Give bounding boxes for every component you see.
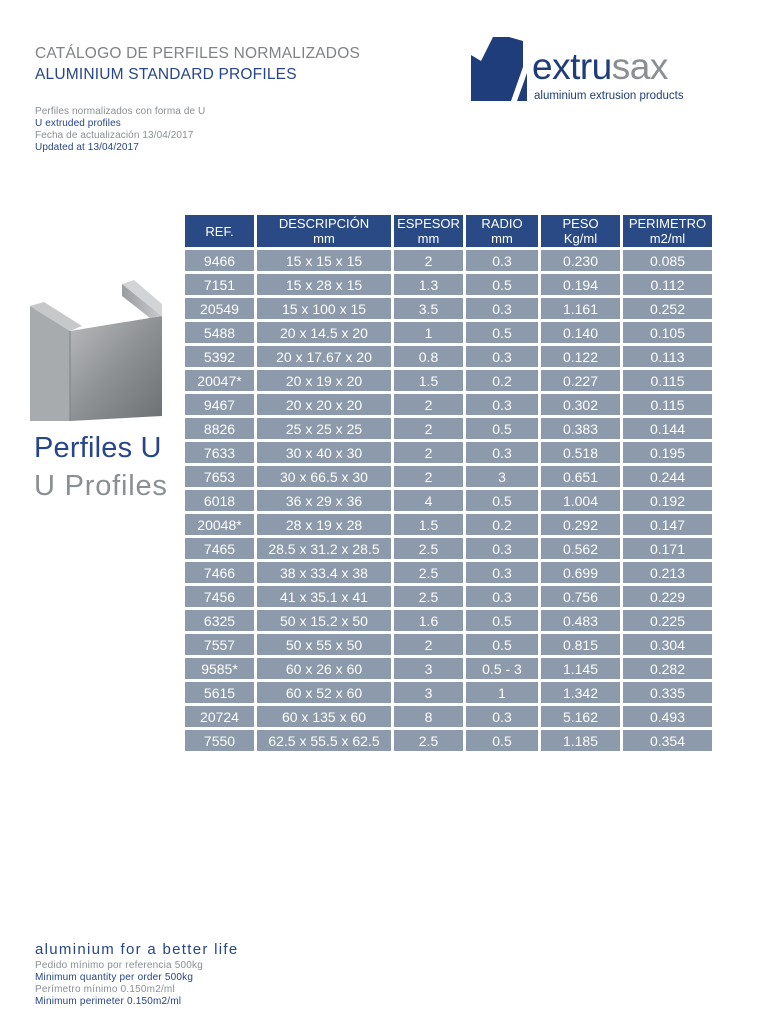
cell-description: 38 x 33.4 x 38 — [257, 562, 391, 583]
cell-description: 25 x 25 x 25 — [257, 418, 391, 439]
cell-thickness: 8 — [394, 706, 463, 727]
table-row — [185, 634, 712, 655]
cell-thickness: 2.5 — [394, 538, 463, 559]
table-row — [185, 250, 712, 271]
cell-thickness: 2 — [394, 418, 463, 439]
col-header-thickness: ESPESOR mm — [394, 215, 463, 247]
cell-description: 30 x 40 x 30 — [257, 442, 391, 463]
cell-perimeter: 0.115 — [623, 394, 712, 415]
cell-ref: 9466 — [185, 250, 254, 271]
cell-radius: 0.3 — [466, 298, 538, 319]
cell-weight: 0.651 — [541, 466, 620, 487]
cell-ref: 7151 — [185, 274, 254, 295]
cell-description: 28.5 x 31.2 x 28.5 — [257, 538, 391, 559]
cell-description: 15 x 28 x 15 — [257, 274, 391, 295]
table-row — [185, 730, 712, 751]
logo-word-part1: extru — [532, 46, 612, 87]
cell-weight: 1.342 — [541, 682, 620, 703]
cell-description: 28 x 19 x 28 — [257, 514, 391, 535]
cell-radius: 0.5 — [466, 274, 538, 295]
table-row — [185, 466, 712, 487]
cell-ref: 5488 — [185, 322, 254, 343]
cell-radius: 0.3 — [466, 586, 538, 607]
table-row — [185, 322, 712, 343]
cell-radius: 0.2 — [466, 370, 538, 391]
cell-weight: 0.292 — [541, 514, 620, 535]
cell-radius: 0.3 — [466, 250, 538, 271]
col-header-perimeter: PERIMETRO m2/ml — [623, 215, 712, 247]
cell-ref: 20724 — [185, 706, 254, 727]
cell-thickness: 2 — [394, 442, 463, 463]
cell-perimeter: 0.115 — [623, 370, 712, 391]
meta-date-es: Fecha de actualización 13/04/2017 — [35, 130, 194, 141]
cell-weight: 0.122 — [541, 346, 620, 367]
cell-perimeter: 0.335 — [623, 682, 712, 703]
cell-weight: 5.162 — [541, 706, 620, 727]
table-row — [185, 298, 712, 319]
cell-ref: 5392 — [185, 346, 254, 367]
min-order-es: Pedido mínimo por referencia 500kg — [35, 960, 204, 971]
cell-weight: 0.302 — [541, 394, 620, 415]
cell-thickness: 2.5 — [394, 730, 463, 751]
table-row — [185, 658, 712, 679]
min-perimeter-es: Perímetro mínimo 0.150m2/ml — [35, 984, 175, 995]
cell-perimeter: 0.493 — [623, 706, 712, 727]
cell-ref: 20047* — [185, 370, 254, 391]
cell-perimeter: 0.192 — [623, 490, 712, 511]
cell-weight: 0.194 — [541, 274, 620, 295]
table-row — [185, 346, 712, 367]
extrusax-logo-icon — [471, 37, 527, 101]
cell-thickness: 2.5 — [394, 586, 463, 607]
cell-radius: 1 — [466, 682, 538, 703]
cell-thickness: 2 — [394, 250, 463, 271]
cell-ref: 5615 — [185, 682, 254, 703]
cell-weight: 0.383 — [541, 418, 620, 439]
logo-wordmark — [532, 48, 668, 85]
cell-perimeter: 0.105 — [623, 322, 712, 343]
cell-description: 50 x 55 x 50 — [257, 634, 391, 655]
min-perimeter-en: Minimum perimeter 0.150m2/ml — [35, 996, 182, 1007]
cell-radius: 0.5 — [466, 322, 538, 343]
cell-description: 60 x 135 x 60 — [257, 706, 391, 727]
col-header-description: DESCRIPCIÓN mm — [257, 215, 391, 247]
table-row — [185, 370, 712, 391]
cell-perimeter: 0.229 — [623, 586, 712, 607]
cell-thickness: 2 — [394, 466, 463, 487]
cell-ref: 7653 — [185, 466, 254, 487]
cell-perimeter: 0.304 — [623, 634, 712, 655]
cell-weight: 0.699 — [541, 562, 620, 583]
cell-perimeter: 0.252 — [623, 298, 712, 319]
cell-description: 62.5 x 55.5 x 62.5 — [257, 730, 391, 751]
cell-ref: 20549 — [185, 298, 254, 319]
col-header-weight: PESO Kg/ml — [541, 215, 620, 247]
catalog-title-es: CATÁLOGO DE PERFILES NORMALIZADOS — [35, 45, 360, 62]
cell-thickness: 1.5 — [394, 370, 463, 391]
cell-weight: 1.004 — [541, 490, 620, 511]
cell-radius: 3 — [466, 466, 538, 487]
section-title-en: U Profiles — [34, 470, 168, 502]
cell-perimeter: 0.147 — [623, 514, 712, 535]
table-row — [185, 274, 712, 295]
cell-perimeter: 0.195 — [623, 442, 712, 463]
cell-radius: 0.5 - 3 — [466, 658, 538, 679]
table-row — [185, 706, 712, 727]
cell-ref: 20048* — [185, 514, 254, 535]
slogan: aluminium for a better life — [35, 941, 239, 958]
cell-weight: 1.145 — [541, 658, 620, 679]
table-row — [185, 562, 712, 583]
table-row — [185, 610, 712, 631]
cell-ref: 7557 — [185, 634, 254, 655]
cell-thickness: 2 — [394, 634, 463, 655]
cell-perimeter: 0.282 — [623, 658, 712, 679]
u-profile-photo — [30, 276, 175, 421]
cell-radius: 0.5 — [466, 634, 538, 655]
cell-radius: 0.3 — [466, 346, 538, 367]
cell-weight: 0.815 — [541, 634, 620, 655]
cell-radius: 0.2 — [466, 514, 538, 535]
cell-thickness: 1.3 — [394, 274, 463, 295]
cell-description: 36 x 29 x 36 — [257, 490, 391, 511]
cell-weight: 0.230 — [541, 250, 620, 271]
cell-perimeter: 0.213 — [623, 562, 712, 583]
cell-radius: 0.3 — [466, 394, 538, 415]
table-row — [185, 586, 712, 607]
cell-thickness: 2.5 — [394, 562, 463, 583]
cell-ref: 7550 — [185, 730, 254, 751]
cell-perimeter: 0.085 — [623, 250, 712, 271]
cell-thickness: 0.8 — [394, 346, 463, 367]
cell-ref: 9467 — [185, 394, 254, 415]
table-header-row — [185, 215, 712, 247]
cell-weight: 0.483 — [541, 610, 620, 631]
cell-description: 20 x 17.67 x 20 — [257, 346, 391, 367]
cell-description: 60 x 26 x 60 — [257, 658, 391, 679]
cell-description: 15 x 100 x 15 — [257, 298, 391, 319]
cell-ref: 7466 — [185, 562, 254, 583]
cell-description: 20 x 14.5 x 20 — [257, 322, 391, 343]
cell-ref: 6018 — [185, 490, 254, 511]
cell-ref: 7465 — [185, 538, 254, 559]
cell-thickness: 3.5 — [394, 298, 463, 319]
cell-thickness: 4 — [394, 490, 463, 511]
cell-perimeter: 0.144 — [623, 418, 712, 439]
cell-description: 30 x 66.5 x 30 — [257, 466, 391, 487]
table-row — [185, 418, 712, 439]
cell-thickness: 1 — [394, 322, 463, 343]
meta-date-en: Updated at 13/04/2017 — [35, 142, 139, 153]
section-title-es: Perfiles U — [34, 432, 162, 464]
cell-radius: 0.5 — [466, 490, 538, 511]
cell-perimeter: 0.244 — [623, 466, 712, 487]
cell-radius: 0.3 — [466, 562, 538, 583]
cell-weight: 0.227 — [541, 370, 620, 391]
cell-ref: 9585* — [185, 658, 254, 679]
cell-perimeter: 0.171 — [623, 538, 712, 559]
meta-description-es: Perfiles normalizados con forma de U — [35, 106, 206, 117]
cell-radius: 0.5 — [466, 610, 538, 631]
min-order-en: Minimum quantity per order 500kg — [35, 972, 194, 983]
col-header-ref: REF. — [185, 215, 254, 247]
cell-radius: 0.5 — [466, 418, 538, 439]
cell-radius: 0.5 — [466, 730, 538, 751]
cell-thickness: 3 — [394, 658, 463, 679]
table-row — [185, 682, 712, 703]
cell-ref: 8826 — [185, 418, 254, 439]
catalog-title-en: ALUMINIUM STANDARD PROFILES — [35, 66, 297, 83]
cell-ref: 6325 — [185, 610, 254, 631]
cell-perimeter: 0.225 — [623, 610, 712, 631]
cell-description: 60 x 52 x 60 — [257, 682, 391, 703]
cell-radius: 0.3 — [466, 442, 538, 463]
cell-description: 50 x 15.2 x 50 — [257, 610, 391, 631]
u-profiles-table — [182, 212, 715, 754]
cell-radius: 0.3 — [466, 706, 538, 727]
table-row — [185, 394, 712, 415]
cell-perimeter: 0.354 — [623, 730, 712, 751]
cell-description: 20 x 20 x 20 — [257, 394, 391, 415]
table-row — [185, 442, 712, 463]
logo-tagline: aluminium extrusion products — [534, 90, 684, 102]
cell-description: 15 x 15 x 15 — [257, 250, 391, 271]
cell-weight: 0.562 — [541, 538, 620, 559]
cell-weight: 0.756 — [541, 586, 620, 607]
logo-word-part2: sax — [611, 46, 668, 87]
cell-perimeter: 0.112 — [623, 274, 712, 295]
cell-thickness: 1.5 — [394, 514, 463, 535]
cell-ref: 7633 — [185, 442, 254, 463]
cell-thickness: 2 — [394, 394, 463, 415]
cell-thickness: 1.6 — [394, 610, 463, 631]
cell-ref: 7456 — [185, 586, 254, 607]
cell-weight: 1.161 — [541, 298, 620, 319]
cell-description: 20 x 19 x 20 — [257, 370, 391, 391]
col-header-radius: RADIO mm — [466, 215, 538, 247]
cell-weight: 1.185 — [541, 730, 620, 751]
meta-description-en: U extruded profiles — [35, 118, 121, 129]
cell-weight: 0.518 — [541, 442, 620, 463]
cell-description: 41 x 35.1 x 41 — [257, 586, 391, 607]
table-row — [185, 490, 712, 511]
table-row — [185, 514, 712, 535]
table-row — [185, 538, 712, 559]
cell-weight: 0.140 — [541, 322, 620, 343]
cell-radius: 0.3 — [466, 538, 538, 559]
cell-thickness: 3 — [394, 682, 463, 703]
cell-perimeter: 0.113 — [623, 346, 712, 367]
